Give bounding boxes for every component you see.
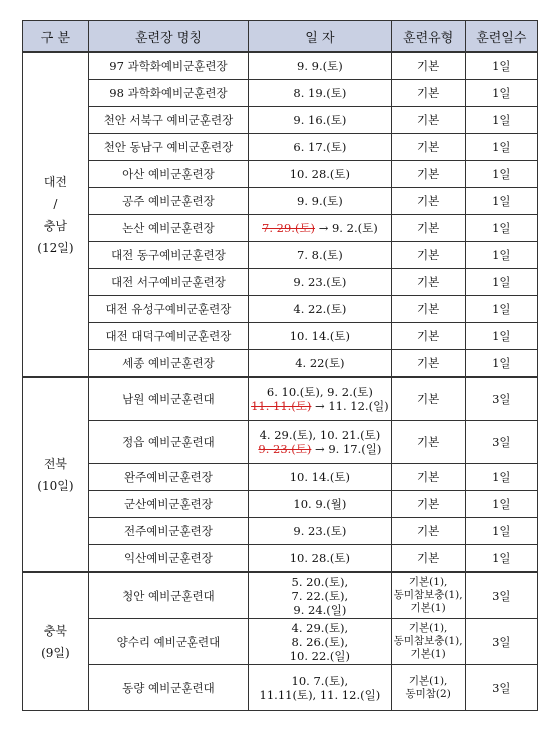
site-name: 공주 예비군훈련장	[88, 188, 248, 215]
table-row	[23, 464, 538, 491]
table-row	[23, 296, 538, 323]
table-row	[23, 188, 538, 215]
date-cell: 9. 9.(토)	[249, 52, 392, 80]
days-cell: 1일	[465, 188, 537, 215]
days-cell: 1일	[465, 491, 537, 518]
days-cell: 1일	[465, 80, 537, 107]
table-row	[23, 377, 538, 421]
table-row	[23, 107, 538, 134]
days-cell: 1일	[465, 545, 537, 573]
table-header-row	[23, 21, 538, 53]
days-cell: 3일	[465, 619, 537, 665]
date-cell: 10. 7.(토), 11.11(토), 11. 12.(일)	[249, 665, 392, 711]
date-line: 6. 10.(토), 9. 2.(토)	[266, 385, 373, 399]
type-cell: 기본	[391, 350, 465, 378]
days-cell: 1일	[465, 464, 537, 491]
type-cell: 기본	[391, 52, 465, 80]
site-name: 완주예비군훈련장	[88, 464, 248, 491]
table-row	[23, 80, 538, 107]
type-cell: 기본	[391, 323, 465, 350]
table-row	[23, 134, 538, 161]
type-cell: 기본	[391, 518, 465, 545]
site-name: 동량 예비군훈련대	[88, 665, 248, 711]
table-row	[23, 242, 538, 269]
new-date: → 11. 12.(일)	[311, 399, 389, 413]
date-cell: 7. 8.(토)	[249, 242, 392, 269]
table-row	[23, 350, 538, 378]
header-training-site: 훈련장 명칭	[88, 21, 248, 53]
site-name: 청안 예비군훈련대	[88, 572, 248, 619]
table-row	[23, 421, 538, 464]
date-cell: 9. 16.(토)	[249, 107, 392, 134]
site-name: 남원 예비군훈련대	[88, 377, 248, 421]
date-cell: 10. 9.(월)	[249, 491, 392, 518]
site-name: 양수리 예비군훈련대	[88, 619, 248, 665]
type-cell: 기본	[391, 80, 465, 107]
days-cell: 1일	[465, 296, 537, 323]
site-name: 97 과학화예비군훈련장	[88, 52, 248, 80]
table-row	[23, 572, 538, 619]
site-name: 아산 예비군훈련장	[88, 161, 248, 188]
days-cell: 1일	[465, 215, 537, 242]
table-row	[23, 545, 538, 573]
date-cell: 4. 22(토)	[249, 350, 392, 378]
days-cell: 1일	[465, 107, 537, 134]
type-cell: 기본	[391, 491, 465, 518]
type-cell: 기본	[391, 242, 465, 269]
type-cell: 기본	[391, 296, 465, 323]
date-cell: 9. 23.(토)	[249, 269, 392, 296]
date-cell	[249, 377, 392, 421]
days-cell: 1일	[465, 269, 537, 296]
days-cell: 1일	[465, 52, 537, 80]
days-cell: 3일	[465, 572, 537, 619]
table-row	[23, 215, 538, 242]
training-schedule-table	[22, 20, 538, 711]
days-cell: 1일	[465, 242, 537, 269]
type-cell: 기본(1), 동미참보충(1), 기본(1)	[391, 572, 465, 619]
table-row	[23, 665, 538, 711]
type-cell: 기본	[391, 464, 465, 491]
type-cell: 기본	[391, 269, 465, 296]
type-cell: 기본	[391, 377, 465, 421]
table-row	[23, 619, 538, 665]
days-cell: 3일	[465, 421, 537, 464]
table-row	[23, 491, 538, 518]
site-name: 전주예비군훈련장	[88, 518, 248, 545]
type-cell: 기본	[391, 215, 465, 242]
new-date: → 9. 2.(토)	[315, 221, 378, 235]
site-name: 대전 대덕구예비군훈련장	[88, 323, 248, 350]
struck-date: 11. 11.(토)	[251, 399, 312, 413]
site-name: 군산예비군훈련장	[88, 491, 248, 518]
days-cell: 1일	[465, 161, 537, 188]
days-cell: 3일	[465, 377, 537, 421]
type-cell: 기본(1), 동미참보충(1), 기본(1)	[391, 619, 465, 665]
days-cell: 1일	[465, 518, 537, 545]
table-row	[23, 52, 538, 80]
struck-date: 9. 23.(토)	[258, 442, 312, 456]
date-cell: 10. 28.(토)	[249, 161, 392, 188]
header-region: 구 분	[23, 21, 89, 53]
site-name: 논산 예비군훈련장	[88, 215, 248, 242]
days-cell: 1일	[465, 350, 537, 378]
table-row	[23, 518, 538, 545]
date-cell	[249, 215, 392, 242]
type-cell: 기본	[391, 421, 465, 464]
site-name: 정읍 예비군훈련대	[88, 421, 248, 464]
region-cell: 전북 (10일)	[23, 377, 89, 572]
date-cell: 9. 23.(토)	[249, 518, 392, 545]
date-cell	[249, 421, 392, 464]
type-cell: 기본	[391, 134, 465, 161]
region-cell: 대전 / 충남 (12일)	[23, 52, 89, 377]
site-name: 익산예비군훈련장	[88, 545, 248, 573]
date-cell: 10. 28.(토)	[249, 545, 392, 573]
table-row	[23, 323, 538, 350]
site-name: 대전 유성구예비군훈련장	[88, 296, 248, 323]
date-cell: 4. 22.(토)	[249, 296, 392, 323]
header-training-days: 훈련일수	[465, 21, 537, 53]
days-cell: 3일	[465, 665, 537, 711]
struck-date: 7. 29.(토)	[262, 221, 316, 235]
date-cell: 6. 17.(토)	[249, 134, 392, 161]
type-cell: 기본	[391, 545, 465, 573]
type-cell: 기본	[391, 107, 465, 134]
days-cell: 1일	[465, 134, 537, 161]
date-cell: 5. 20.(토), 7. 22.(토), 9. 24.(일)	[249, 572, 392, 619]
site-name: 세종 예비군훈련장	[88, 350, 248, 378]
type-cell: 기본	[391, 161, 465, 188]
site-name: 천안 동남구 예비군훈련장	[88, 134, 248, 161]
table-row	[23, 161, 538, 188]
region-cell: 충북 (9일)	[23, 572, 89, 711]
site-name: 98 과학화예비군훈련장	[88, 80, 248, 107]
site-name: 대전 서구예비군훈련장	[88, 269, 248, 296]
date-cell: 10. 14.(토)	[249, 464, 392, 491]
date-cell: 9. 9.(토)	[249, 188, 392, 215]
date-cell: 10. 14.(토)	[249, 323, 392, 350]
header-training-type: 훈련유형	[391, 21, 465, 53]
new-date: → 9. 17.(일)	[311, 442, 382, 456]
days-cell: 1일	[465, 323, 537, 350]
date-cell: 4. 29.(토), 8. 26.(토), 10. 22.(일)	[249, 619, 392, 665]
table-row	[23, 269, 538, 296]
header-date: 일 자	[249, 21, 392, 53]
date-cell: 8. 19.(토)	[249, 80, 392, 107]
date-line: 4. 29.(토), 10. 21.(토)	[259, 428, 381, 442]
site-name: 천안 서북구 예비군훈련장	[88, 107, 248, 134]
type-cell: 기본(1), 동미참(2)	[391, 665, 465, 711]
site-name: 대전 동구예비군훈련장	[88, 242, 248, 269]
type-cell: 기본	[391, 188, 465, 215]
